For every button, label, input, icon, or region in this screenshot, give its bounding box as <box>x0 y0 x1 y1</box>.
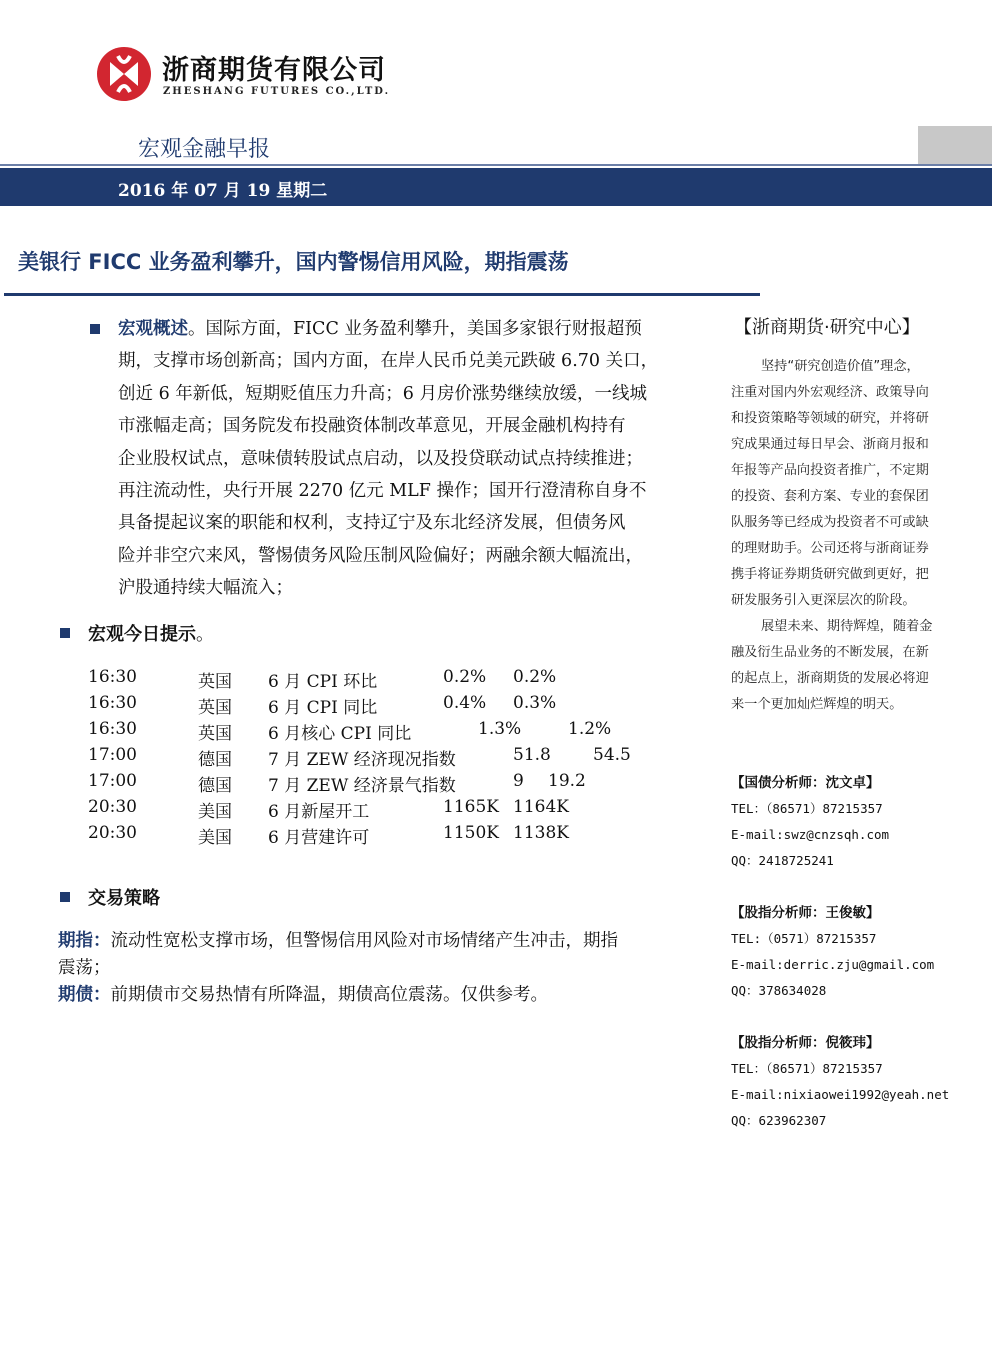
headline: 美银行 FICC 业务盈利攀升，国内警惕信用风险，期指震荡 <box>18 250 569 274</box>
report-date: 2016 年 07 月 19 星期二 <box>118 181 328 201</box>
futures-label: 期指： <box>58 931 111 951</box>
analyst-email[interactable]: E-mail:nixiaowei1992@yeah.net <box>731 1087 950 1102</box>
event-time: 20:30 <box>88 823 137 843</box>
research-center-title: 【浙商期货·研究中心】 <box>734 317 920 338</box>
overview-line: 具备提起议案的职能和权利，支持辽宁及东北经济发展，但债务风 <box>118 513 626 534</box>
event-forecast: 19.2 <box>548 771 586 791</box>
event-calendar <box>88 667 728 857</box>
overview-line: 宏观概述。国际方面，FICC 业务盈利攀升，美国多家银行财报超预 <box>118 319 642 339</box>
analyst-tel: TEL:（0571）87215357 <box>731 931 877 946</box>
event-prev: 51.8 <box>513 745 551 765</box>
bond-text: 前期债市交易热情有所降温，期债高位震荡。仅供参考。 <box>110 985 548 1005</box>
event-country: 美国 <box>198 802 232 822</box>
event-forecast: 0.3% <box>513 693 557 713</box>
event-name: 6 月 CPI 同比 <box>268 698 378 718</box>
event-name: 6 月 CPI 环比 <box>268 672 378 692</box>
hint-heading: 宏观今日提示。 <box>88 624 214 645</box>
analyst-name: 【股指分析师：王俊敏】 <box>731 905 880 921</box>
event-prev: 0.2% <box>443 667 487 687</box>
analyst-qq: QQ：2418725241 <box>731 853 834 868</box>
event-country: 英国 <box>198 724 232 744</box>
overview-line: 市涨幅走高；国务院发布投融资体制改革意见，开展金融机构持有 <box>118 416 626 437</box>
event-prev: 1165K <box>443 797 499 817</box>
analyst-card <box>731 900 971 1004</box>
analyst-tel: TEL：（86571）87215357 <box>731 1061 883 1076</box>
overview-line: 沪股通持续大幅流入； <box>118 578 293 599</box>
analyst-qq: QQ：623962307 <box>731 1113 827 1128</box>
header-divider <box>0 164 992 166</box>
event-country: 美国 <box>198 828 232 848</box>
futures-text: 流动性宽松支撑市场，但警惕信用风险对市场情绪产生冲击，期指 <box>110 931 618 951</box>
event-time: 16:30 <box>88 667 137 687</box>
event-prev: 9 <box>513 771 524 791</box>
event-forecast: 1164K <box>513 797 569 817</box>
analyst-card <box>731 1030 971 1134</box>
analyst-card <box>731 770 971 874</box>
event-forecast: 54.5 <box>593 745 631 765</box>
overview-line: 险并非空穴来风，警惕债务风险压制风险偏好；两融余额大幅流出， <box>118 545 643 566</box>
report-title: 宏观金融早报 <box>138 137 271 162</box>
company-logo-icon <box>96 46 152 102</box>
event-forecast: 1138K <box>513 823 569 843</box>
event-name: 7 月 ZEW 经济景气指数 <box>268 776 456 796</box>
header-gray-block <box>918 126 992 164</box>
overview-line: 创近 6 年新低，短期贬值压力升高；6 月房价涨势继续放缓，一线城 <box>118 383 647 404</box>
event-name: 7 月 ZEW 经济现况指数 <box>268 750 456 770</box>
event-time: 17:00 <box>88 745 137 765</box>
event-time: 16:30 <box>88 719 137 739</box>
event-prev: 1.3% <box>478 719 522 739</box>
analyst-qq: QQ：378634028 <box>731 983 827 998</box>
event-name: 6 月新屋开工 <box>268 802 370 822</box>
event-country: 德国 <box>198 750 232 770</box>
analyst-email[interactable]: E-mail:swz@cnzsqh.com <box>731 827 890 842</box>
event-country: 德国 <box>198 776 232 796</box>
bond-label: 期债： <box>58 985 111 1005</box>
company-name-en: ZHESHANG FUTURES CO.,LTD. <box>163 86 391 97</box>
overview-line: 企业股权试点，意味债转股试点启动，以及投贷联动试点持续推进； <box>118 448 643 469</box>
trading-strategy <box>58 928 718 1009</box>
event-forecast: 1.2% <box>568 719 612 739</box>
event-prev: 1150K <box>443 823 499 843</box>
event-prev: 0.4% <box>443 693 487 713</box>
event-name: 6 月核心 CPI 同比 <box>268 724 412 744</box>
macro-overview <box>118 313 718 605</box>
headline-underline <box>4 293 760 296</box>
event-country: 英国 <box>198 698 232 718</box>
bullet-square-icon <box>90 324 100 334</box>
overview-line: 再注流动性，央行开展 2270 亿元 MLF 操作；国开行澄清称自身不 <box>118 480 647 501</box>
event-name: 6 月营建许可 <box>268 828 370 848</box>
futures-text-cont: 震荡； <box>58 958 111 978</box>
bullet-square-icon <box>60 892 70 902</box>
event-time: 16:30 <box>88 693 137 713</box>
event-time: 20:30 <box>88 797 137 817</box>
bullet-square-icon <box>60 628 70 638</box>
analyst-tel: TEL：（86571）87215357 <box>731 801 883 816</box>
analyst-name: 【股指分析师：倪筱玮】 <box>731 1035 880 1051</box>
company-name-cn: 浙商期货有限公司 <box>162 55 386 86</box>
research-center-intro: 坚持“研究创造价值”理念， 注重对国内外宏观经济、政策导向 和投资策略等领域的研究，并将研 究成果通过每日早会、浙商月报和 年报等产品向投资者推广，不定期 的投资、套利方案、专业的套保团 队服务等已经成为投资者不可或缺 的理财助手。公司还将与浙商证券 携手将证券期货研究做到更好，把 研发服务引入更深层次的阶段。 展望未来、期待辉煌，随着金 融及衍生品业务的不断发展，在新 的起点上，浙商期货的发展必将迎 来一个更加灿烂辉煌的明天。 <box>731 359 933 712</box>
overview-line: 期，支撑市场创新高；国内方面，在岸人民币兑美元跌破 6.70 关口， <box>118 351 659 372</box>
event-forecast: 0.2% <box>513 667 557 687</box>
strategy-heading: 交易策略 <box>88 888 160 909</box>
overview-label: 宏观概述 <box>118 319 188 339</box>
analyst-email[interactable]: E-mail:derric.zju@gmail.com <box>731 957 935 972</box>
event-country: 英国 <box>198 672 232 692</box>
analyst-name: 【国债分析师：沈文卓】 <box>731 775 880 791</box>
event-time: 17:00 <box>88 771 137 791</box>
